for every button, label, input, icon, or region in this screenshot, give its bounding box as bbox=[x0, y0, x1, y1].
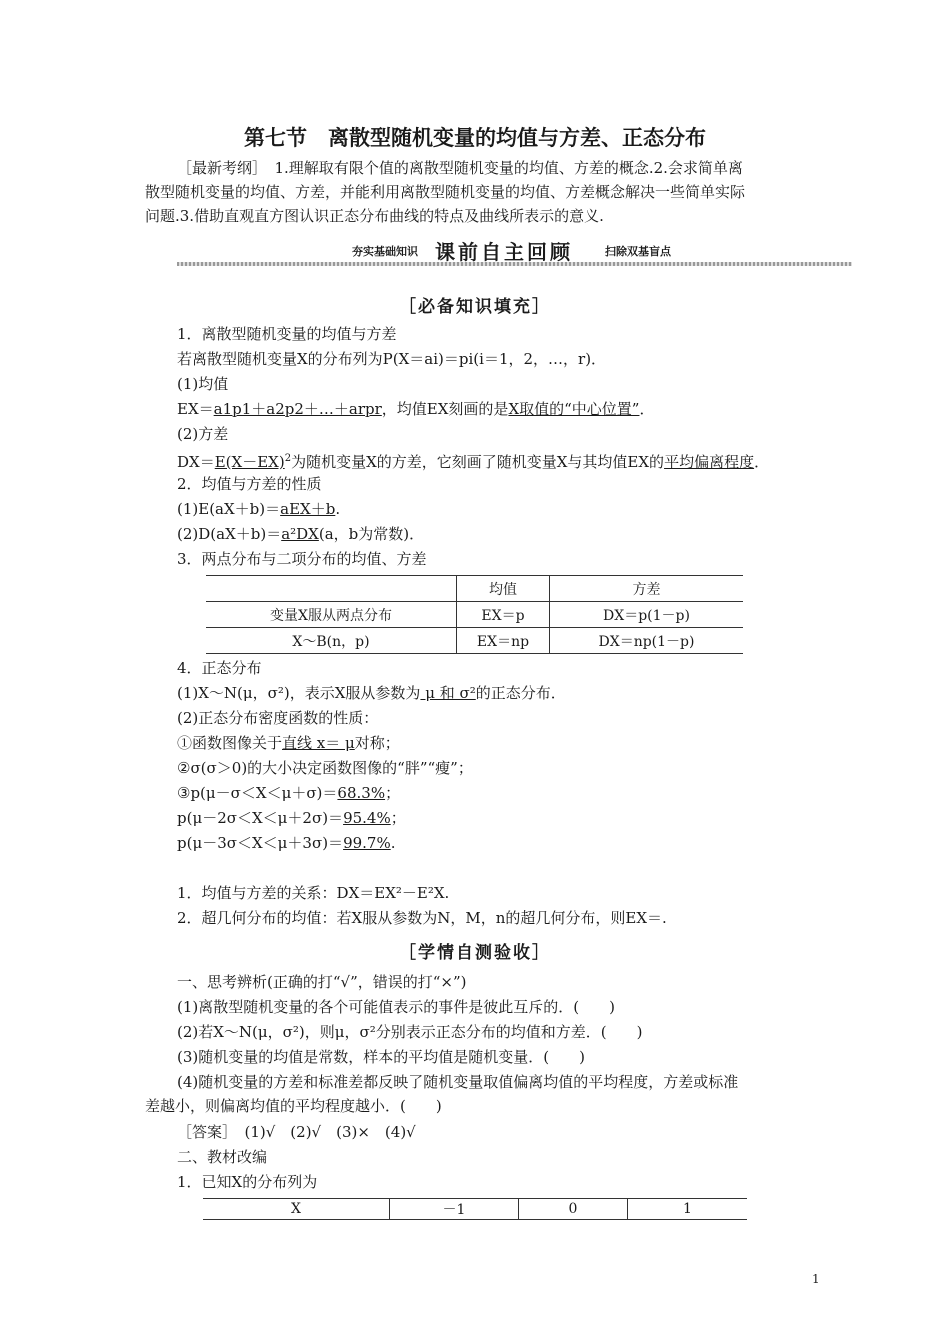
table-row: 变量X服从两点分布 EX＝p DX＝p(1－p) bbox=[206, 602, 743, 628]
section-heading-selftest: ［学情自测验收］ bbox=[399, 943, 551, 963]
selftest-answer: ［答案］ (1)√ (2)√ (3)× (4)√ bbox=[177, 1123, 416, 1141]
selftest-q4-cont: 差越小，则偏离均值的平均程度越小．( ) bbox=[145, 1097, 442, 1115]
k1-dist: 若离散型随机变量X的分布列为P(X＝ai)＝pi(i＝1，2，…，r)． bbox=[177, 350, 607, 368]
table-row: X～B(n，p) EX＝np DX＝np(1－p) bbox=[206, 628, 743, 654]
extra-note-2: 2．超几何分布的均值：若X服从参数为N，M，n的超几何分布，则EX＝. bbox=[177, 909, 667, 927]
k4-line-5: ③p(μ－σ＜X＜μ＋σ)＝68.3%； bbox=[177, 784, 401, 802]
selftest-q2: (2)若X～N(μ，σ²)，则μ，σ²分别表示正态分布的均值和方差．( ) bbox=[177, 1023, 643, 1041]
k2-prop-2: (2)D(aX＋b)＝a²DX(a，b为常数)． bbox=[177, 525, 425, 543]
page-number: 1 bbox=[812, 1272, 820, 1286]
section-heading-knowledge: ［必备知识填充］ bbox=[399, 297, 551, 317]
k4-line-1: (1)X～N(μ，σ²)，表示X服从参数为 μ 和 σ²的正态分布． bbox=[177, 684, 566, 702]
selftest-heading-2: 二、教材改编 bbox=[177, 1148, 268, 1166]
k4-heading: 4．正态分布 bbox=[177, 659, 262, 677]
distribution-table bbox=[206, 575, 743, 654]
k1-var-heading: (2)方差 bbox=[177, 425, 229, 443]
table-row: X －1 0 1 bbox=[203, 1199, 747, 1220]
extra-note-1: 1．均值与方差的关系：DX＝EX²－E²X. bbox=[177, 884, 450, 902]
selftest-q4: (4)随机变量的方差和标准差都反映了随机变量取值偏离均值的平均程度，方差或标准 bbox=[177, 1073, 739, 1091]
k1-var-formula: $DX=E(X-EX)^2$为随机变量X的方差，它刻画了随机变量X与其均值EX的平均偏离程度． bbox=[177, 453, 770, 471]
k1-mean-heading: (1)均值 bbox=[177, 375, 229, 393]
k4-line-4: ②σ(σ＞0)的大小决定函数图像的“胖”“瘦”； bbox=[177, 759, 473, 777]
k4-line-2: (2)正态分布密度函数的性质： bbox=[177, 709, 379, 727]
banner-right-text: 扫除双基盲点 bbox=[605, 245, 671, 258]
page-title: 第七节 离散型随机变量的均值与方差、正态分布 bbox=[244, 126, 706, 150]
k3-heading: 3．两点分布与二项分布的均值、方差 bbox=[177, 550, 427, 568]
table-header-row: 均值 方差 bbox=[206, 576, 743, 602]
distribution-table-2 bbox=[203, 1198, 747, 1220]
k1-mean-formula: EX＝a1p1＋a2p2＋…＋arpr，均值EX刻画的是X取值的“中心位置”． bbox=[177, 400, 655, 418]
k2-heading: 2．均值与方差的性质 bbox=[177, 475, 322, 493]
selftest-heading-1: 一、思考辨析(正确的打“√”，错误的打“×”) bbox=[177, 973, 467, 991]
k4-line-3: ①函数图像关于直线 x＝ μ对称； bbox=[177, 734, 400, 752]
k2-prop-1: (1)E(aX＋b)＝aEX＋b. bbox=[177, 500, 341, 518]
k4-line-7: p(μ－3σ＜X＜μ＋3σ)＝99.7%. bbox=[177, 834, 396, 852]
syllabus-line-1: ［最新考纲］ 1.理解取有限个值的离散型随机变量的均值、方差的概念.2.会求简单离 bbox=[177, 159, 743, 177]
k1-heading: 1．离散型随机变量的均值与方差 bbox=[177, 325, 397, 343]
syllabus-line-2: 散型随机变量的均值、方差，并能利用离散型随机变量的均值、方差概念解决一些简单实际 bbox=[145, 183, 746, 201]
section-banner bbox=[177, 238, 852, 272]
selftest-problem-1: 1．已知X的分布列为 bbox=[177, 1173, 318, 1191]
selftest-q1: (1)离散型随机变量的各个可能值表示的事件是彼此互斥的．( ) bbox=[177, 998, 615, 1016]
banner-title: 课前自主回顾 bbox=[435, 240, 573, 264]
k4-line-6: p(μ－2σ＜X＜μ＋2σ)＝95.4%； bbox=[177, 809, 406, 827]
banner-left-text: 夯实基础知识 bbox=[352, 245, 418, 258]
selftest-q3: (3)随机变量的均值是常数，样本的平均值是随机变量．( ) bbox=[177, 1048, 585, 1066]
syllabus-line-3: 问题.3.借助直观直方图认识正态分布曲线的特点及曲线所表示的意义. bbox=[145, 207, 604, 225]
